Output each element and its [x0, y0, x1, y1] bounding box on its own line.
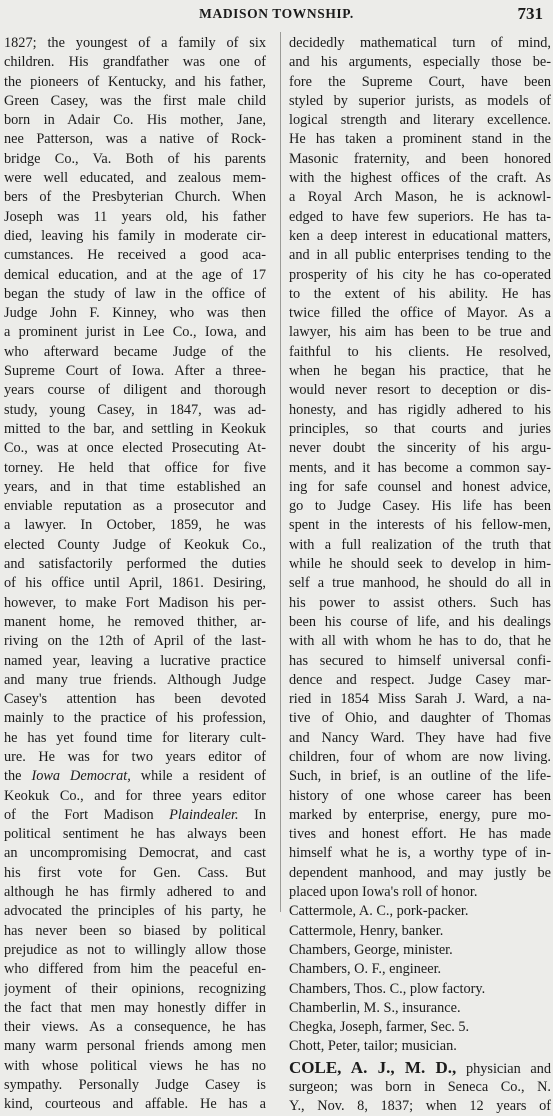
directory-entry: Chott, Peter, tailor; musician.: [289, 1038, 457, 1055]
text-line: the pioneers of Kentucky, and his father,: [4, 73, 266, 90]
text-line: has secured to himself universal confi-: [289, 652, 551, 669]
text-line: Judge John F. Kinney, who was then: [4, 305, 266, 322]
text-line: placed upon Iowa's roll of honor.: [289, 884, 478, 901]
text-line: the fact that men may honestly differ in: [4, 999, 266, 1016]
text-line: principles, so that courts and juries: [289, 420, 551, 437]
text-line: advocated the principles of his party, he: [4, 903, 266, 920]
text-line: spent in the interests of his fellow-men,: [289, 517, 551, 534]
text-line: who afterward became Judge of the: [4, 343, 266, 360]
text-line: riving on the 12th of April of the last-: [4, 633, 266, 650]
text-line: children, four of whom are now living.: [289, 748, 551, 765]
text-line: go to Judge Casey. His life has been: [289, 498, 551, 515]
text-line: enviable reputation as a prosecutor and: [4, 498, 266, 515]
text-line: styled by superior jurists, as models of: [289, 92, 551, 109]
text-line: died, leaving his family in moderate cir-: [4, 227, 266, 244]
text-line: would never resort to deception or dis-: [289, 382, 551, 399]
text-line: with whose political views he has no: [4, 1057, 266, 1074]
text-line: Masonic fraternity, and been honored: [289, 150, 551, 167]
text-run: while a resident of: [130, 768, 266, 785]
text-line: their views. As a consequence, he has: [4, 1019, 266, 1036]
text-run: In: [238, 806, 266, 823]
directory-entry: Chambers, Thos. C., plow factory.: [289, 980, 486, 997]
text-line: many warm personal friends among men: [4, 1038, 266, 1055]
text-line: ried in 1854 Miss Sarah J. Ward, a na-: [289, 691, 551, 708]
text-line: Joseph was 11 years old, his father: [4, 208, 266, 225]
text-line: [4, 767, 266, 786]
text-line: with a full realization of the truth that: [289, 536, 551, 553]
text-line: while he should seek to develop in him-: [289, 556, 551, 573]
text-line: lawyer, his aim has been to be true and: [289, 324, 551, 341]
newspaper-title: Plaindealer.: [169, 806, 239, 823]
text-line: years, and in that time established an: [4, 478, 266, 495]
text-line: He has taken a prominent stand in the: [289, 131, 551, 148]
directory-entry: Chamberlin, M. S., insurance.: [289, 999, 461, 1016]
text-line: ing for safe counsel and honest advice,: [289, 478, 551, 495]
text-line: decidedly mathematical turn of mind,: [289, 35, 551, 51]
directory-entry: Cattermole, Henry, banker.: [289, 922, 444, 939]
text-line: and many true friends. Although Judge: [4, 671, 266, 688]
text-line: and Nancy Ward. They have had five: [289, 729, 551, 746]
text-line: and in all public enterprises tending to the: [289, 247, 551, 264]
text-line: Co., was at once elected Prosecuting At-: [4, 440, 266, 457]
newspaper-title: Iowa Democrat,: [31, 768, 131, 785]
directory-entry: Cattermole, A. C., pork-packer.: [289, 903, 469, 920]
text-line: were well educated, and zealous mem-: [4, 170, 266, 187]
left-column: [4, 34, 266, 1115]
text-line: Green Casey, was the first male child: [4, 92, 266, 109]
text-line: faithful to his clients. He resolved,: [289, 343, 551, 360]
text-line: mitted to the bar, and settling in Keokuk: [4, 420, 266, 437]
text-line: bridge Co., Va. Both of his parents: [4, 150, 266, 167]
text-line: Supreme Court of Iowa. After a three-: [4, 363, 266, 380]
text-line: with all with whom he has to do, that he: [289, 633, 551, 650]
text-line: children. His grandfather was one of: [4, 54, 266, 71]
text-line: prejudice as not to willingly allow those: [4, 941, 266, 958]
text-line: a prominent jurist in Lee Co., Iowa, and: [4, 324, 266, 341]
text-line: dence and respect. Judge Casey mar-: [289, 671, 551, 688]
text-line: his first vote for Gen. Cass. But: [4, 864, 266, 881]
text-line: joyment of their opinions, recognizing: [4, 980, 266, 997]
text-line: born in Adair Co. His mother, Jane,: [4, 112, 266, 129]
text-line: never doubt the sincerity of his argu-: [289, 440, 551, 457]
text-line: prosperity of his city he has co-operated: [289, 266, 551, 283]
text-line: [4, 806, 266, 825]
text-line: ure. He was for two years editor of: [4, 748, 266, 765]
text-line: of his office until April, 1861. Desiring,: [4, 575, 266, 592]
text-line: however, to make Fort Madison his per-: [4, 594, 266, 611]
text-line: torney. He held that office for five: [4, 459, 266, 476]
text-line: began the study of law in the office of: [4, 285, 266, 302]
text-line: named year, leaving a lucrative practice: [4, 652, 266, 669]
page-header: [0, 4, 553, 28]
text-line: has never been so biased by political: [4, 922, 266, 939]
text-line: a Royal Arch Mason, he is acknowl-: [289, 189, 551, 206]
directory-entry-cole: [289, 1057, 551, 1078]
text-line: history of one whose career has been: [289, 787, 551, 804]
text-run: the: [4, 768, 32, 785]
text-line: self a true manhood, he should do all in: [289, 575, 551, 592]
text-line: tive of Ohio, and daughter of Thomas: [289, 710, 551, 727]
text-line: to the extent of his ability. He has: [289, 285, 551, 302]
text-line: a lawyer. In October, 1859, he was: [4, 517, 266, 534]
text-line: elected County Judge of Keokuk Co.,: [4, 536, 266, 553]
text-line: he has yet found time for literary cult-: [4, 729, 266, 746]
directory-entry: Chegka, Joseph, farmer, Sec. 5.: [289, 1019, 470, 1036]
text-line: surgeon; was born in Seneca Co., N.: [289, 1078, 551, 1095]
text-line: years course of diligent and thorough: [4, 382, 266, 399]
right-column: [289, 34, 551, 1116]
directory-entry: Chambers, O. F., engineer.: [289, 961, 442, 978]
text-line: ken a deep interest in educational matters,: [289, 227, 551, 244]
text-line: 1827; the youngest of a family of six: [4, 35, 266, 51]
text-line: demical education, and at the age of 17: [4, 266, 266, 283]
text-line: and his arguments, especially those be-: [289, 54, 551, 71]
text-line: kind, courteous and affable. He has a: [4, 1096, 266, 1113]
text-line: who differed from him the peaceful en-: [4, 961, 266, 978]
text-line: ments, and it has become a common say-: [289, 459, 551, 476]
text-line: himself what he is, a worthy type of in-: [289, 845, 551, 862]
text-line: logical strength and literary excellence.: [289, 112, 551, 129]
text-line: manent home, he removed thither, ar-: [4, 613, 266, 630]
entry-name: COLE, A. J., M. D.,: [289, 1057, 457, 1077]
text-line: with the highest offices of the craft. As: [289, 170, 551, 187]
text-line: fore the Supreme Court, have been: [289, 73, 551, 90]
text-line: tives and honest effort. He has made: [289, 826, 551, 843]
text-line: when he began his practice, that he: [289, 363, 551, 380]
text-line: twice filled the office of Mayor. As a: [289, 305, 551, 322]
text-line: Keokuk Co., and for three years editor: [4, 787, 266, 804]
text-line: although he has firmly adhered to and: [4, 884, 266, 901]
text-line: political sentiment he has always been: [4, 826, 266, 843]
text-line: mainly to the practice of his profession,: [4, 710, 266, 727]
text-line: bers of the Presbyterian Church. When: [4, 189, 266, 206]
text-line: his power to assist others. Such has: [289, 594, 551, 611]
text-line: Y., Nov. 8, 1837; when 12 years of: [289, 1098, 551, 1115]
text-line: study, young Casey, in 1847, was ad-: [4, 401, 266, 418]
text-line: Casey's attention has been devoted: [4, 691, 266, 708]
text-line: honesty, and has rigidly adhered to his: [289, 401, 551, 418]
text-run: physician and: [456, 1060, 551, 1077]
text-run: of the Fort Madison: [4, 806, 170, 823]
text-line: Such, in brief, is an outline of the life-: [289, 768, 551, 785]
text-line: edged to have few superiors. He has ta-: [289, 208, 551, 225]
running-title: MADISON TOWNSHIP.: [199, 6, 354, 21]
text-line: and satisfactorily performed the duties: [4, 556, 266, 573]
column-divider: [280, 32, 281, 912]
text-line: dependent manhood, and may justly be: [289, 864, 551, 881]
text-line: an uncompromising Democrat, and cast: [4, 845, 266, 862]
text-line: marked by enterprise, energy, pure mo-: [289, 806, 551, 823]
text-line: cumstances. He received a good aca-: [4, 247, 266, 264]
text-line: been his course of life, and his dealings: [289, 613, 551, 630]
text-line: nee Patterson, was a native of Rock-: [4, 131, 266, 148]
text-line: sympathy. Personally Judge Casey is: [4, 1077, 266, 1094]
page-number: 731: [517, 4, 543, 23]
directory-entry: Chambers, George, minister.: [289, 941, 453, 958]
